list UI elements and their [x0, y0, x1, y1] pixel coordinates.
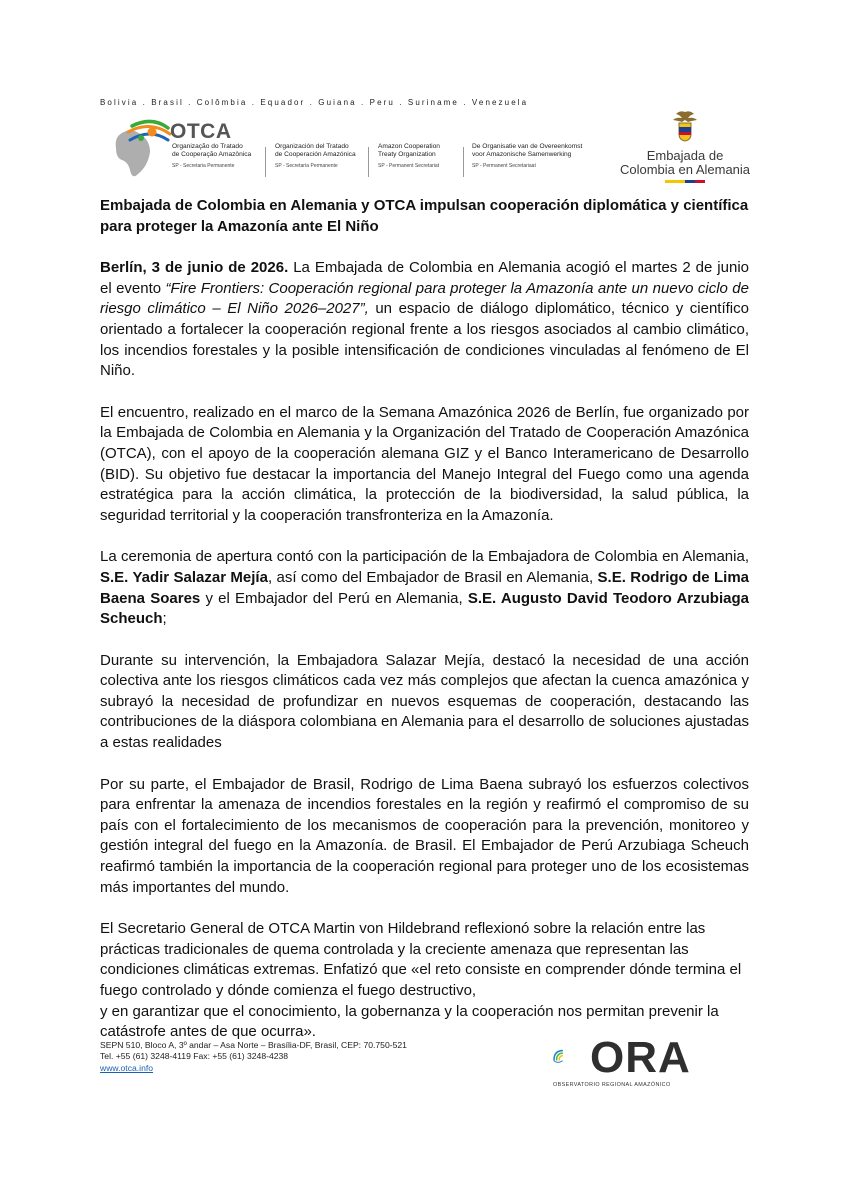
member-countries-line: Bolivia . Brasil . Colômbia . Equador . Guiana . Peru . Suriname . Venezuela: [100, 98, 529, 107]
otca-wordmark: OTCA: [170, 120, 232, 143]
divider: [265, 147, 266, 177]
ora-subtitle: OBSERVATORIO REGIONAL AMAZÓNICO: [553, 1082, 671, 1088]
press-release-body: [100, 196, 749, 1064]
paragraph-2: El encuentro, realizado en el marco de la Semana Amazónica 2026 de Berlín, fue organizado por la Embajada de Colombia en Alemania y la Organización del Tratado de Cooperación Amazónica (OTCA), con el apoyo de la cooperación alemana GIZ y el Banco Interamericano de Desarrollo (BID). Su objetivo fue destacar la importancia del Manejo Integral del Fuego como una agenda estratégica para la acción climática, la protección de la biodiversidad, la salud pública, la seguridad territorial y la cooperación transfronteriza en la Amazonía.: [100, 403, 749, 524]
coat-of-arms-icon: [670, 110, 700, 142]
paragraph-6: El Secretario General de OTCA Martin von Hildebrand reflexionó sobre la relación entre las prácticas tradicionales de quema controlada y la creciente amenaza que representan las condiciones climáticas extremas. Enfatizó que «el reto consiste en comprender dónde termina el fuego controlado y dónde comienza el fuego destructivo, y en garantizar que el conocimiento, la gobernanza y la cooperación nos permitan prevenir la catástrofe antes de que ocurra».: [100, 920, 742, 1041]
ambassador-colombia: S.E. Yadir Salazar Mejía: [100, 568, 268, 586]
ora-wordmark: ORA: [590, 1033, 691, 1082]
divider: [368, 147, 369, 177]
paragraph-1: Berlín, 3 de junio de 2026. La Embajada de Colombia en Alemania acogió el martes 2 de junio el evento “Fire Frontiers: Cooperación regional para proteger la Amazonía ante un nuevo ciclo de riesgo climático – El Niño 2026–2027”, un espacio de diálogo diplomático, técnico y científico orientado a fortalecer la cooperación regional frente a los riesgos asociados al cambio climático, los incendios forestales y la posible intensificación de condiciones vinculadas al fenómeno de El Niño.: [100, 259, 749, 380]
event-title: “Fire Frontiers: Cooperación regional para proteger la Amazonía ante un nuevo ciclo de riesgo climático – El Niño 2026–2027”,: [100, 279, 749, 318]
paragraph-4: Durante su intervención, la Embajadora Salazar Mejía, destacó la necesidad de una acción colectiva ante los riesgos climáticos cada vez más complejos que afectan la cuenca amazónica y subrayó la necesidad de profundizar en nuevos esquemas de cooperación, destacando las contribuciones de la diáspora colombiana en Alemania para el desarrollo de soluciones ajustadas a estas realidades: [100, 651, 749, 752]
ora-logo-icon: [553, 1037, 589, 1077]
footer-contact: [100, 1040, 407, 1074]
paragraph-5: Por su parte, el Embajador de Brasil, Rodrigo de Lima Baena subrayó los esfuerzos colectivos para enfrentar la amenaza de incendios forestales en la región y reafirmó el compromiso de su país con el fortalecimiento de los mecanismos de cooperación para la prevención, monitoreo y gestión integral del fuego en la Amazonía. de Brasil. El Embajador de Perú Arzubiaga Scheuch reafirmó también la importancia de la cooperación regional para proteger uno de los ecosistemas más importantes del mundo.: [100, 775, 749, 896]
org-name-portuguese: Organização do Tratado de Cooperação Amazônica SP - Secretaria Permanente: [172, 143, 252, 169]
colombia-flag-stripe: [665, 180, 705, 183]
divider: [463, 147, 464, 177]
org-name-english: Amazon Cooperation Treaty Organization SP - Permanent Secretariat: [378, 143, 440, 169]
headline: Embajada de Colombia en Alemania y OTCA impulsan cooperación diplomática y científica para proteger la Amazonía ante El Niño: [100, 197, 749, 235]
org-name-spanish: Organización del Tratado de Cooperación Amazónica SP - Secretaría Permanente: [275, 143, 356, 169]
ambassador-brasil: S.E. Rodrigo de Lima Baena Soares: [100, 568, 749, 607]
dateline: Berlín, 3 de junio de 2026.: [100, 259, 289, 277]
footer-address: SEPN 510, Bloco A, 3º andar – Asa Norte – Brasília-DF, Brasil, CEP: 70.750-521: [100, 1040, 407, 1050]
website-link[interactable]: www.otca.info: [100, 1062, 154, 1073]
paragraph-3: La ceremonia de apertura contó con la participación de la Embajadora de Colombia en Alemania, S.E. Yadir Salazar Mejía, así como del Embajador de Brasil en Alemania, S.E. Rodrigo de Lima Baena Soares y el Embajador del Perú en Alemania, S.E. Augusto David Teodoro Arzubiaga Scheuch;: [100, 548, 749, 628]
org-name-dutch: De Organisatie van de Overeenkomst voor Amazonische Samenwerking SP - Permanent Secretariaat: [472, 143, 583, 169]
ambassador-peru: S.E. Augusto David Teodoro Arzubiaga Scheuch: [100, 589, 749, 628]
embassy-logo: [610, 110, 760, 183]
footer-phone: Tel. +55 (61) 3248-4119 Fax: +55 (61) 3248-4238: [100, 1051, 289, 1062]
embassy-name: Embajada de Colombia en Alemania: [619, 148, 751, 177]
